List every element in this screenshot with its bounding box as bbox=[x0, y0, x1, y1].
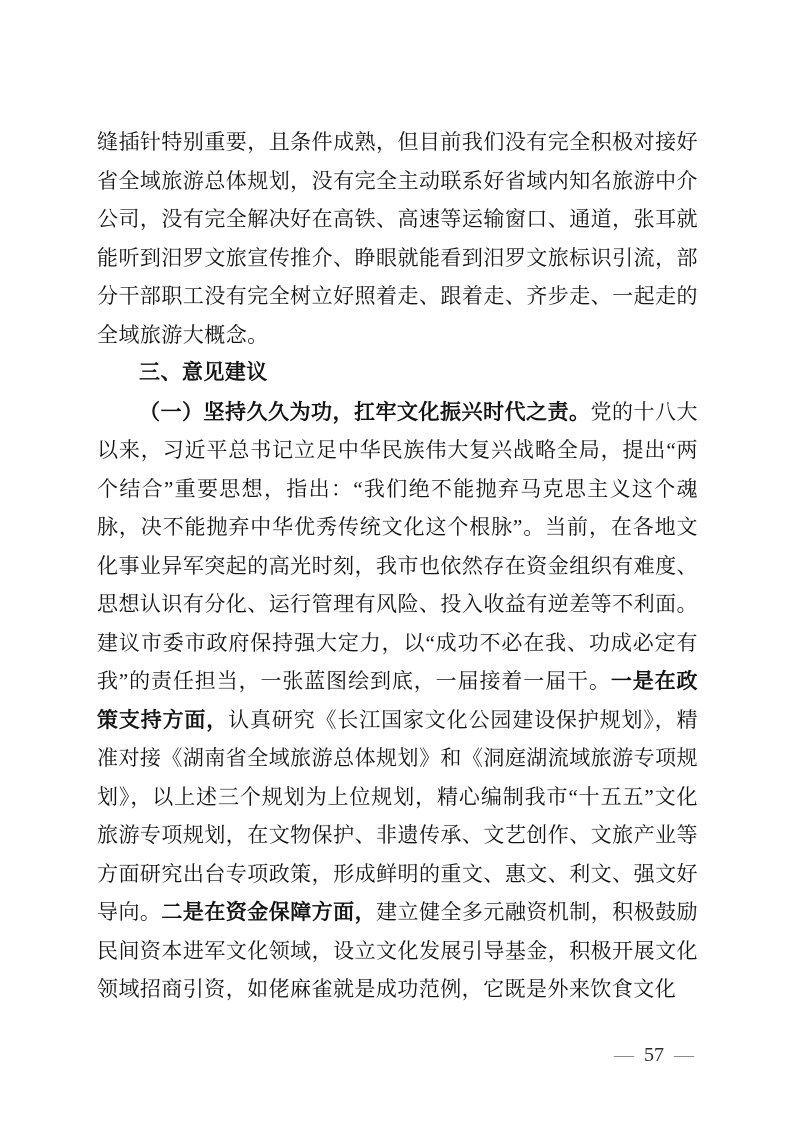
paragraph-continuation: 缝插针特别重要，且条件成熟，但目前我们没有完全积极对接好省全域旅游总体规划，没有完全主动联系好省域内知名旅游中介公司，没有完全解决好在高铁、高速等运输窗口、通道，张耳就能听到汨罗文旅宣传推介、睁眼就能看到汨罗文旅标识引流，部分干部职工没有完全树立好照着走、跟着走、齐步走、一起走的全域旅游大概念。 bbox=[97, 130, 698, 347]
page-number bbox=[586, 1042, 722, 1068]
page-number-dash-left: — bbox=[614, 1044, 634, 1066]
point-two-funding-bold: 二是在资金保障方面， bbox=[161, 900, 377, 924]
document-body bbox=[97, 123, 698, 1009]
page-number-value: 57 bbox=[644, 1044, 664, 1066]
paragraph-body-text-3: 建立健全多元融资机制，积极鼓励民间资本进军文化领域，设立文化发展引导基金，积极开展文化领域招商引资，如佬麻雀就是成功范例，它既是外来饮食文化 bbox=[97, 900, 699, 1001]
section-heading: 三、意见建议 bbox=[139, 361, 268, 384]
paragraph-lead-bold: （一）坚持久久为功，扛牢文化振兴时代之责。 bbox=[139, 399, 591, 424]
page-number-dash-right: — bbox=[674, 1044, 694, 1066]
paragraph-suggestion-one bbox=[97, 393, 698, 1009]
paragraph-body-text-1: 党的十八大以来，习近平总书记立足中华民族伟大复兴战略全局，提出“两个结合”重要思想，指出：“我们绝不能抛弃马克思主义这个魂脉，决不能抛弃中华优秀传统文化这个根脉”。当前，在各地文化事业异军突起的高光时刻，我市也依然存在资金组织有难度、思想认识有分化、运行管理有风险、投入收益有逆差等不利面。建议市委市政府保持强大定力，以“成功不必在我、功成必定有我”的责任担当，一张蓝图绘到底，一届接着一届干。 bbox=[97, 399, 699, 693]
point-one-policy-bold: 一是在政策支持方面， bbox=[97, 669, 698, 732]
paragraph-body-text-2: 认真研究《长江国家文化公园建设保护规划》，精准对接《湖南省全域旅游总体规划》和《洞庭湖流域旅游专项规划》，以上述三个规划为上位规划，精心编制我市“十五五”文化旅游专项规划，在文物保护、非遗传承、文艺创作、文旅产业等方面研究出台专项政策，形成鲜明的重文、惠文、利文、强文好导向。 bbox=[97, 707, 698, 924]
